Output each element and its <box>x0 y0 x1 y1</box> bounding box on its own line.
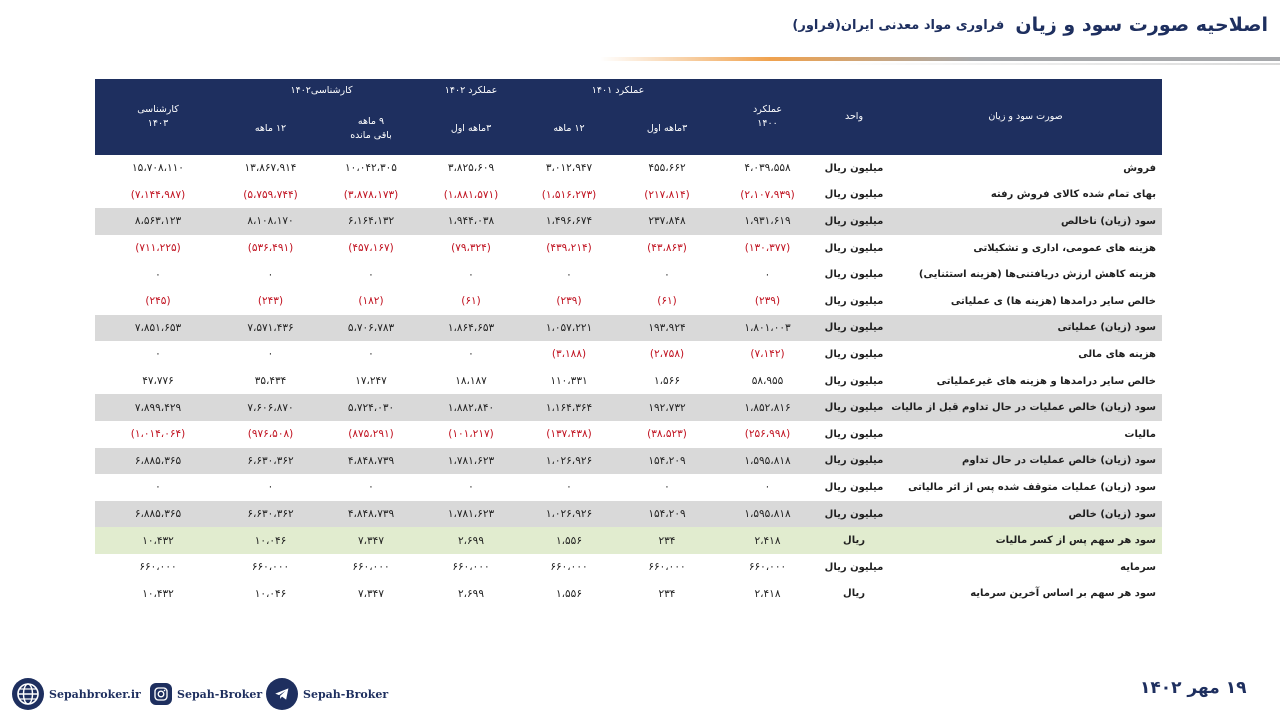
table-cell: (۷،۱۴۲) <box>750 348 785 361</box>
row-label: سرمایه <box>1120 561 1156 573</box>
table-row <box>95 474 1162 501</box>
table-cell: ۶۶۰،۰۰۰ <box>648 561 686 574</box>
table-row <box>95 421 1162 448</box>
table-cell: ۱۵۴،۲۰۹ <box>618 448 716 475</box>
table-cell: ۱،۵۹۵،۸۱۸ <box>716 501 819 528</box>
table-cell: ۶۶۰،۰۰۰ <box>251 561 290 574</box>
table-cell: ۱،۸۰۱،۰۰۳ <box>716 315 819 342</box>
table-cell: ۱،۸۸۲،۸۴۰ <box>422 394 520 421</box>
table-cell: ۱۰،۴۳۲ <box>95 527 221 554</box>
row-unit: میلیون ریال <box>819 448 889 475</box>
telegram-icon <box>266 678 298 710</box>
table-cell: (۱،۰۱۴،۰۶۴) <box>130 428 186 441</box>
table-cell: ۵۸،۹۵۵ <box>751 375 784 388</box>
table-cell: (۱،۸۸۱،۵۷۱) <box>443 188 499 201</box>
table-cell: ۴،۸۴۸،۷۳۹ <box>320 501 422 528</box>
table-cell: ۷،۸۵۱،۶۵۳ <box>95 315 221 342</box>
row-unit: میلیون ریال <box>824 162 884 174</box>
table-cell: (۴۵۷،۱۶۷) <box>348 242 394 255</box>
table-cell: ۳۵،۴۳۴ <box>254 375 287 388</box>
table-cell: (۶۱) <box>461 295 481 308</box>
table-cell: ۱،۵۹۵،۸۱۸ <box>716 448 819 475</box>
table-row <box>95 368 1162 395</box>
row-label: سود (زیان) عملیات متوقف شده پس از اثر مالیاتی <box>908 481 1156 493</box>
table-cell: ۷،۶۰۶،۸۷۰ <box>221 394 320 421</box>
table-cell: ۴۵۵،۶۶۲ <box>648 162 686 175</box>
table-cell: ۲،۴۱۸ <box>754 587 781 600</box>
row-label: هزینه های مالی <box>1078 348 1156 360</box>
header-group-1401: عملکرد ۱۴۰۱ <box>520 79 716 102</box>
row-unit: میلیون ریال <box>824 561 884 573</box>
table-cell: (۴۳،۸۶۳) <box>647 242 687 255</box>
table-cell: ۱۰،۴۳۲ <box>142 587 174 600</box>
table-cell: (۵۳۶،۴۹۱) <box>247 242 294 255</box>
table-cell: ۷،۸۹۹،۴۲۹ <box>95 394 221 421</box>
table-cell: ۰ <box>468 268 474 281</box>
instagram-label: Sepah-Broker <box>177 687 263 701</box>
table-cell: ۶۶۰،۰۰۰ <box>352 561 390 574</box>
table-cell: ۶،۱۶۴،۱۳۲ <box>320 208 422 235</box>
table-cell: ۵،۷۲۴،۰۳۰ <box>320 394 422 421</box>
table-cell: ۱۰،۰۴۲،۳۰۵ <box>345 162 397 175</box>
table-cell: ۱،۵۶۶ <box>654 375 680 388</box>
page-subtitle: فراوری مواد معدنی ایران(فراور) <box>792 17 1005 33</box>
row-unit: میلیون ریال <box>824 428 884 440</box>
table-cell: (۱،۵۱۶،۲۷۳) <box>541 188 597 201</box>
table-cell: ۲۳۴ <box>658 587 676 600</box>
table-cell: ۰ <box>664 268 670 281</box>
table-cell: ۲،۴۱۸ <box>716 527 819 554</box>
row-label: سود (زیان) ناخالص <box>889 208 1162 235</box>
table-cell: ۱،۴۹۶،۶۷۴ <box>520 208 618 235</box>
table-row <box>95 581 1162 608</box>
table-cell: ۰ <box>468 481 474 494</box>
table-cell: ۱۹۳،۹۲۴ <box>618 315 716 342</box>
table-cell: ۰ <box>267 268 274 281</box>
header-divider-secondary <box>830 63 1280 65</box>
table-cell: (۹۷۶،۵۰۸) <box>247 428 294 441</box>
footer-link-website[interactable] <box>12 677 141 711</box>
table-cell: ۰ <box>267 348 274 361</box>
header-9m-1402: ۹ ماهه باقی مانده <box>320 102 422 155</box>
header-12m-1402: ۱۲ ماهه <box>221 102 320 155</box>
table-cell: ۲،۶۹۹ <box>422 527 520 554</box>
table-cell: ۰ <box>155 268 161 281</box>
table-cell: ۱،۱۶۴،۳۶۴ <box>520 394 618 421</box>
header-group-1402-actual: عملکرد ۱۴۰۲ <box>422 79 520 102</box>
table-cell: ۷،۳۴۷ <box>358 587 384 600</box>
table-cell: ۰ <box>155 348 161 361</box>
table-cell: ۰ <box>664 481 670 494</box>
table-cell: ۰ <box>566 268 572 281</box>
table-cell: ۱۰،۰۴۶ <box>221 527 320 554</box>
header-expert-1403: کارشناسی ۱۴۰۳ <box>95 79 221 155</box>
table-cell: ۱۵،۷۰۸،۱۱۰ <box>132 162 184 175</box>
table-cell: (۱۳۰،۳۷۷) <box>744 242 791 255</box>
header-actual-1400: عملکرد ۱۴۰۰ <box>716 79 819 155</box>
table-cell: ۰ <box>155 481 161 494</box>
table-row <box>95 394 1162 421</box>
table-cell: ۶۶۰،۰۰۰ <box>139 561 177 574</box>
header-statement: صورت سود و زیان <box>889 79 1162 155</box>
table-cell: ۱۰،۰۴۶ <box>254 587 287 600</box>
row-unit: میلیون ریال <box>824 269 884 281</box>
table-cell: (۱۰۱،۲۱۷) <box>448 428 494 441</box>
table-row <box>95 261 1162 288</box>
page-title: اصلاحیه صورت سود و زیان <box>1015 14 1268 36</box>
table-cell: (۲،۱۰۷،۹۳۹) <box>740 188 795 201</box>
table-cell: ۰ <box>468 348 474 361</box>
row-label: هزینه کاهش ارزش دریافتنی‌ها (هزینه استثنایی) <box>918 269 1156 281</box>
header-3m-1401: ۳ماهه اول <box>618 102 716 155</box>
row-label: سود هر سهم پس از کسر مالیات <box>889 527 1162 554</box>
table-cell: ۷،۵۷۱،۴۳۶ <box>221 315 320 342</box>
table-cell: ۴۷،۷۷۶ <box>142 375 174 388</box>
table-cell: (۳،۱۸۸) <box>551 348 587 361</box>
header-12m-1401: ۱۲ ماهه <box>520 102 618 155</box>
page-header <box>600 14 1268 54</box>
table-row <box>95 501 1162 528</box>
table-cell: (۷۱۱،۲۲۵) <box>135 242 181 255</box>
table-cell: ۶،۸۸۵،۳۶۵ <box>95 501 221 528</box>
table-cell: ۶،۶۳۰،۳۶۲ <box>221 448 320 475</box>
row-unit: میلیون ریال <box>819 394 889 421</box>
table-cell: ۰ <box>368 268 374 281</box>
table-cell: (۳،۸۷۸،۱۷۳) <box>343 188 399 201</box>
table-cell: ۷،۳۴۷ <box>320 527 422 554</box>
row-unit: میلیون ریال <box>819 501 889 528</box>
row-unit: میلیون ریال <box>819 315 889 342</box>
table-row <box>95 315 1162 342</box>
table-cell: ۲۳۴ <box>618 527 716 554</box>
table-cell: ۱،۵۵۶ <box>556 587 582 600</box>
table-cell: (۲۴۳) <box>257 295 284 308</box>
table-cell: ۰ <box>267 481 274 494</box>
row-label: فروش <box>1123 162 1156 174</box>
row-unit: میلیون ریال <box>824 189 884 201</box>
row-label: خالص سایر درامدها و هزینه های غیرعملیاتی <box>936 375 1156 387</box>
footer-link-instagram[interactable] <box>150 677 262 711</box>
row-unit: میلیون ریال <box>824 242 884 254</box>
table-cell: ۶۶۰،۰۰۰ <box>748 561 787 574</box>
row-unit: ریال <box>819 527 889 554</box>
table-cell: ۰ <box>764 268 771 281</box>
table-cell: ۶،۶۳۰،۳۶۲ <box>221 501 320 528</box>
table-cell: (۲۴۵) <box>145 295 171 308</box>
instagram-icon <box>150 683 172 705</box>
row-label: سود (زیان) عملیاتی <box>889 315 1162 342</box>
table-cell: ۱،۸۵۲،۸۱۶ <box>716 394 819 421</box>
income-statement-table <box>95 79 1162 607</box>
table-cell: ۱،۸۶۴،۶۵۳ <box>422 315 520 342</box>
table-row <box>95 208 1162 235</box>
header-3m-1402: ۳ماهه اول <box>422 102 520 155</box>
table-cell: ۰ <box>368 481 374 494</box>
table-cell: ۰ <box>764 481 771 494</box>
header-group-1402-expert: کارشناسی۱۴۰۲ <box>221 79 422 102</box>
header-unit: واحد <box>819 79 889 155</box>
table-row <box>95 288 1162 315</box>
table-cell: (۸۷۵،۲۹۱) <box>348 428 394 441</box>
table-cell: ۱،۰۲۶،۹۲۶ <box>520 448 618 475</box>
globe-icon <box>12 678 44 710</box>
table-cell: (۲۳۹) <box>556 295 582 308</box>
footer-link-telegram[interactable] <box>266 677 388 711</box>
row-unit: میلیون ریال <box>824 348 884 360</box>
header-divider <box>600 57 1280 61</box>
table-cell: ۱،۵۵۶ <box>520 527 618 554</box>
table-cell: ۱،۷۸۱،۶۲۳ <box>422 501 520 528</box>
table-cell: (۲،۷۵۸) <box>649 348 685 361</box>
table-cell: (۳۸،۵۲۳) <box>647 428 687 441</box>
table-cell: ۸،۵۶۳،۱۲۳ <box>95 208 221 235</box>
row-label: سود هر سهم بر اساس آخرین سرمایه <box>970 588 1156 600</box>
table-cell: (۵،۷۵۹،۷۴۴) <box>243 188 298 201</box>
table-cell: ۳،۸۲۵،۶۰۹ <box>447 162 495 175</box>
table-cell: (۶۱) <box>657 295 677 308</box>
row-label: خالص سایر درامدها (هزینه ها) ی عملیاتی <box>950 295 1156 307</box>
table-cell: ۱،۹۴۴،۰۳۸ <box>422 208 520 235</box>
row-unit: میلیون ریال <box>824 295 884 307</box>
table-cell: ۱۹۲،۷۳۲ <box>618 394 716 421</box>
table-cell: ۱،۷۸۱،۶۲۳ <box>422 448 520 475</box>
row-label: هزینه های عمومی، اداری و تشکیلاتی <box>973 242 1156 254</box>
website-label: Sepahbroker.ir <box>49 687 141 701</box>
table-cell: ۶۶۰،۰۰۰ <box>452 561 490 574</box>
table-cell: ۵،۷۰۶،۷۸۳ <box>320 315 422 342</box>
report-date: ۱۹ مهر ۱۴۰۲ <box>1140 678 1247 698</box>
row-unit: میلیون ریال <box>824 375 884 387</box>
table-row <box>95 341 1162 368</box>
table-cell: ۶،۸۸۵،۳۶۵ <box>95 448 221 475</box>
table-cell: ۱۳،۸۶۷،۹۱۴ <box>244 162 297 175</box>
table-body <box>95 155 1162 607</box>
table-row <box>95 527 1162 554</box>
row-unit: میلیون ریال <box>824 481 884 493</box>
table-cell: ۱،۹۳۱،۶۱۹ <box>716 208 819 235</box>
table-row <box>95 235 1162 262</box>
table-cell: (۷،۱۴۴،۹۸۷) <box>130 188 186 201</box>
table-row <box>95 182 1162 209</box>
table-row <box>95 448 1162 475</box>
row-label: بهای تمام شده کالای فروش رفته <box>990 189 1156 201</box>
table-cell: ۱۷،۲۴۷ <box>355 375 387 388</box>
table-cell: (۲۳۹) <box>754 295 781 308</box>
table-cell: ۱،۰۲۶،۹۲۶ <box>520 501 618 528</box>
row-label: سود (زیان) خالص عملیات در حال تداوم <box>889 448 1162 475</box>
table-cell: ۴،۸۴۸،۷۳۹ <box>320 448 422 475</box>
table-row <box>95 554 1162 581</box>
table-cell: ۲،۶۹۹ <box>458 587 484 600</box>
table-cell: ۱۸،۱۸۷ <box>455 375 487 388</box>
table-row <box>95 155 1162 182</box>
row-unit: ریال <box>843 588 865 600</box>
table-cell: (۲۱۷،۸۱۴) <box>644 188 690 201</box>
table-cell: (۱۳۷،۴۳۸) <box>546 428 592 441</box>
table-cell: (۱۸۲) <box>358 295 384 308</box>
table-cell: ۱۱۰،۳۳۱ <box>550 375 588 388</box>
row-label: سود (زیان) خالص عملیات در حال تداوم قبل از مالیات <box>889 394 1162 421</box>
table-cell: ۰ <box>368 348 374 361</box>
table-cell: ۲۳۷،۸۴۸ <box>618 208 716 235</box>
row-unit: میلیون ریال <box>819 208 889 235</box>
table-cell: ۶۶۰،۰۰۰ <box>550 561 588 574</box>
table-cell: (۷۹،۳۲۴) <box>451 242 491 255</box>
row-label: مالیات <box>1124 428 1156 440</box>
row-label: سود (زیان) خالص <box>889 501 1162 528</box>
table-cell: ۰ <box>566 481 572 494</box>
table-cell: ۳،۰۱۲،۹۴۷ <box>545 162 593 175</box>
table-cell: ۱،۰۵۷،۲۲۱ <box>520 315 618 342</box>
table-cell: ۱۵۴،۲۰۹ <box>618 501 716 528</box>
table-cell: ۸،۱۰۸،۱۷۰ <box>221 208 320 235</box>
table-cell: (۲۵۶،۹۹۸) <box>744 428 791 441</box>
table-cell: (۴۳۹،۲۱۴) <box>546 242 592 255</box>
telegram-label: Sepah-Broker <box>303 687 389 701</box>
table-cell: ۴،۰۳۹،۵۵۸ <box>744 162 791 175</box>
